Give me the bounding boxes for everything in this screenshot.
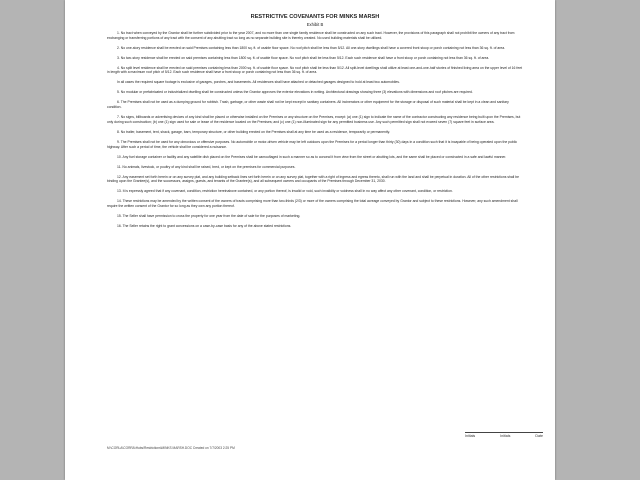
- paragraph-list: [107, 31, 523, 229]
- covenant-paragraph: 3. No two-story residence shall be erected on said premises containing less than 1800 sq. ft. of usable floor space. No roof pitch shall be less than 5/12. Each such residence shall have a front stoop or porch containing not less than 36 sq. ft. of area.: [117, 55, 490, 60]
- signature-labels: [465, 434, 543, 438]
- covenant-paragraph: 1. No tract when conveyed by the Grantor shall be further subdivided prior to the year 2007, and no more than one single family residence shall be constructed on any such tract. However, the provisions of this paragraph shall not prohibit the owners of any tract from exchanging or transferring portions of any tract with the consent of any abutting tract so long as no separate building site is thereby created. No used building materials shall be utilized.: [107, 31, 515, 40]
- covenant-paragraph: 13. It is expressly agreed that if any covenant, condition, restriction hereinabove contained, or any portion thereof, is invalid or void, such invalidity or voidness shall in no way affect any other covenant, condition, or restriction.: [117, 189, 453, 194]
- covenant-paragraph: 8. No trailer, basement, tent, shack, garage, barn, temporary structure, or other building erected on the Premises shall at any time be used as a residence, temporarily or permanently.: [117, 129, 391, 134]
- document-title: RESTRICTIVE COVENANTS FOR MINKS MARSH: [250, 14, 380, 20]
- covenant-paragraph: 5. No modular or prefabricated or industrialized dwelling shall be constructed unless the Grantor approves the exterior elevations in writing. Architectural drawings showing three (3) elevations with dimensions and roof pitches are required.: [117, 90, 473, 95]
- covenant-paragraph: 11. No animals, livestock, or poultry of any kind shall be raised, bred, or kept on the premises for commercial purposes.: [117, 164, 296, 169]
- initials-label-1: Initials: [465, 434, 476, 438]
- covenant-paragraph: 9. The Premises shall not be used for any obnoxious or offensive purposes. No automobile or motor-driven vehicle may be left outdoors upon the Premises for a period longer than thirty (30) days in a condition such that it is incapable of being operated upon the public highway. After such a period of time, the vehicle shall be considered a nuisance.: [107, 139, 518, 149]
- signature-area: [465, 432, 543, 438]
- covenant-paragraph: In all cases the required square footage is exclusive of garages, porches, and basements. All residences shall have attached or detached garages designed to hold at least two automobiles.: [117, 80, 400, 85]
- covenant-paragraph: 16. The Seller retains the right to grant concessions on a case-by-case basis for any of the above stated restrictions.: [117, 223, 292, 228]
- date-label: Date: [535, 434, 543, 438]
- covenant-paragraph: 4. No split level residence shall be erected on said premises containing less than 2000 sq. ft. of usable floor space. No roof pitch shall be less than 5/12. All split-level dwellings shall utilize at least one-and-one-half stories of finished living area on the upper level of 16 feet in length with a maximum roof pitch of 5/12. Each such residence shall have a front stoop or porch containing not less than 36 sq. ft. of area.: [107, 65, 523, 75]
- covenant-paragraph: 6. The Premises shall not be used as a dumping ground for rubbish. Trash, garbage, or other waste shall not be kept except in sanitary containers. All incinerators or other equipment for the storage or disposal of such material shall be kept in a clean and sanitary condition.: [107, 100, 509, 110]
- covenant-paragraph: 12. Any easement set forth herein or on any survey plat, and any building setback lines set forth herein or on any survey plat, together with a right of ingress and egress thereto, shall run with the land and shall be perpetual in duration. All of the other restrictions shall be binding upon the Grantee(s), and the successors, assigns, guests, and tenants of the Grantee(s), and all subsequent owners and occupants of the Premises through December 31, 2030.: [107, 174, 520, 184]
- covenant-paragraph: 10. Any fuel storage container or facility and any satellite dish placed on the Premises shall be camouflaged in such a manner so as to conceal it from view from the street or abutting lots, and the same shall be placed or constructed in a safe and lawful manner.: [117, 154, 507, 159]
- document-content: [107, 14, 523, 234]
- document-footer: M:\CORLA\CORRA\Hubs\Restrictions\MINKS MARSH.DOC Created on 7/7/2003 2:25 PM: [107, 446, 235, 450]
- document-page: [65, 0, 555, 480]
- signature-line: [465, 432, 543, 433]
- initials-label-2: Initials: [500, 434, 511, 438]
- covenant-paragraph: 7. No signs, billboards or advertising devices of any kind shall be placed or otherwise installed on the Premises or any structure on the Premises, except: (a) one (1) sign to indicate the name of the contractor constructing any residence being built upon the Premises, but only during such construction; (b) one (1) sign used for sale or lease of the residence located on the Premises; and (c) one (1) non-illuminated sign for any permitted business use. Any such permitted sign shall not exceed seven (7) square feet in surface area.: [107, 115, 521, 124]
- document-subtitle: Exhibit B: [306, 22, 324, 27]
- covenant-paragraph: 14. These restrictions may be amended by the written consent of the owners of tracts comprising more than two-thirds (2/3) or more of the owners comprising the total acreage conveyed by Grantor and subject to these restrictions. However, any such amendment shall require the written consent of the Grantor for so long as they own any portion thereof.: [107, 199, 518, 208]
- covenant-paragraph: 15. The Seller shall have permission to cross the property for one year from the date of sale for the purposes of marketing.: [117, 213, 301, 218]
- covenant-paragraph: 2. No one-story residence shall be erected on said Premises containing less than 1800 sq. ft. of usable floor space. No roof pitch shall be less than 5/12. All one-story dwellings shall have a covered front stoop or porch containing not less than 36 sq. ft. of area.: [117, 45, 506, 50]
